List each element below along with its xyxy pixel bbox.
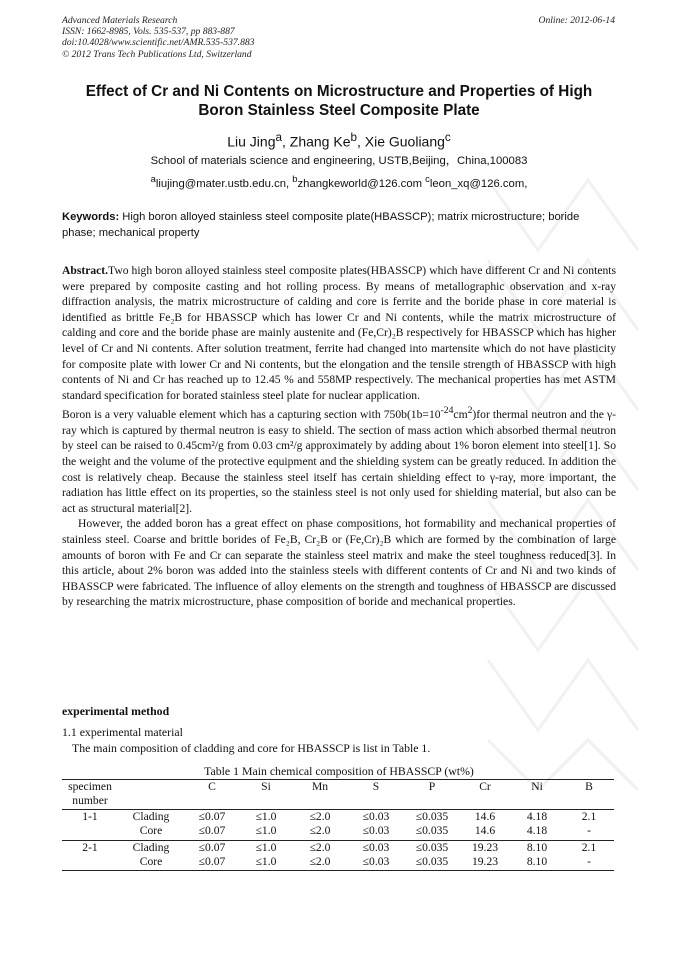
email-sup: b [292, 173, 298, 184]
table-cell: ≤1.0 [255, 855, 277, 869]
table-header-row [62, 780, 614, 810]
table-cell: ≤1.0 [255, 809, 277, 823]
affiliation: School of materials science and engineering, USTB,Beijing，China,100083 [150, 155, 528, 167]
author-sup: a [275, 131, 282, 144]
table-cell: Core [139, 855, 163, 869]
author-sup: c [444, 131, 451, 144]
subsection-heading: 1.1 experimental material [62, 725, 183, 739]
table-row [62, 840, 614, 855]
table-cell: 8.10 [526, 855, 548, 869]
table-cell: ≤1.0 [255, 824, 277, 838]
table-cell: Clading [132, 840, 170, 854]
email-address: zhangkeworld@126.com [297, 177, 426, 190]
intro-exponent-2: 2 [467, 405, 473, 417]
journal-copyright: © 2012 Trans Tech Publications Ltd, Switzerland [62, 48, 252, 60]
table-cell: - [587, 824, 591, 838]
table-cell: ≤2.0 [309, 840, 331, 854]
table-cell: 14.6 [474, 809, 496, 823]
table-cell: ≤0.07 [198, 809, 226, 823]
table-cell: ≤0.03 [362, 809, 390, 823]
table-cell: 4.18 [526, 824, 548, 838]
journal-doi: doi:10.4028/www.scientific.net/AMR.535-537.883 [62, 37, 255, 49]
table-row [62, 855, 614, 871]
table-cell: 4.18 [526, 809, 548, 823]
table-cell: ≤0.07 [198, 824, 226, 838]
table-cell: 1-1 [82, 809, 98, 823]
main-text [62, 263, 616, 610]
intro-unit: cm [453, 408, 468, 422]
table-cell: ≤0.03 [362, 855, 390, 869]
intro-paragraph-1 [62, 403, 616, 516]
table-cell: ≤2.0 [309, 824, 331, 838]
table-header-cell: P [428, 780, 436, 793]
table-cell: 2-1 [82, 840, 98, 854]
table-cell: ≤0.03 [362, 824, 390, 838]
author-list: Liu Jing$^a$, Zhang Ke$^b$, Xie Guoliang$^c$ [227, 131, 451, 150]
table-header-cell: Ni [531, 780, 543, 793]
abstract-text: Two high boron alloyed stainless steel composite plates(HBASSCP) which have different Cr and Ni contents were prepared by composite casting and hot rolling process. By means of metallographic observation and x-ray diffraction analysis, the matrix microstructure of calding and core is ferrite and the boride phase in core material is identified as brittle Fe₂B for HBASSCP which has lower Cr and Ni contents, while the matrix microstructure of calding and core and the boride phase are mainly austenite and (Fe,Cr)₂B respectively for HBASSCP which has higher level of Cr and Ni contents. After solution treatment, ferrite had changed into martensite which do not have plasticity for composite plate with lower Cr and Ni contents, but the elongation and the tensile strength of HBASSCP with high contents of Ni and Cr has reached up to 12.45 % and 558MP respectively. The mechanical properties has met ASTM standard specification for borated stainless steel plate for nuclear application. [62, 264, 616, 402]
table-header-cell [118, 780, 184, 810]
keywords [62, 210, 616, 241]
intro-text-a: Boron is a very valuable element which has a capturing section with 750b(1b=10 [62, 408, 441, 422]
keywords-label: Keywords: [62, 211, 120, 223]
paper-title-line2: Boron Stainless Steel Composite Plate [198, 102, 480, 119]
table-cell: ≤0.03 [362, 840, 390, 854]
composition-table [62, 779, 614, 871]
table-cell: Core [139, 824, 163, 838]
abstract-paragraph [62, 263, 616, 403]
paper-title [62, 82, 616, 120]
abstract-label: Abstract. [62, 264, 109, 277]
table-cell: 19.23 [471, 840, 499, 854]
intro-text-b: )for thermal neutron and the γ-ray which is captured by thermal neutron is easy to shield. The section of mass action which absorbed thermal neutron by steel can be raised to 0.45cm²/g from 0.03 cm²/g approximately by adding about 1% boron element into steel[1]. So the weight and the volume of the protective equipment and the shielding system can be greatly reduced. In addition the cost is relatively cheap. Because the stainless steel itself has certain shielding effect to γ-ray, more important, the radiation has little effect on its properties, so the stainless steel is not only used for shielding material, but also can be act as structural material[2]. [62, 408, 616, 515]
table-row [62, 809, 614, 824]
email-address: liujing@mater.ustb.edu.cn, [155, 177, 293, 190]
table-header-cell: Mn [311, 780, 329, 793]
table-cell: Clading [132, 809, 170, 823]
table-cell: ≤0.035 [415, 840, 449, 854]
table-row [62, 824, 614, 840]
table-cell: - [587, 855, 591, 869]
table-header-cell: specimen number [68, 780, 112, 808]
email-sup: c [425, 173, 430, 184]
author-name: Zhang Ke [289, 133, 351, 150]
table-cell: ≤0.07 [198, 855, 226, 869]
table-cell [62, 855, 118, 871]
table-cell: 19.23 [471, 855, 499, 869]
email-address: leon_xq@126.com, [429, 177, 528, 190]
table-header-cell: Si [261, 780, 271, 793]
table-cell: ≤0.07 [198, 840, 226, 854]
table-cell: 8.10 [526, 840, 548, 854]
intro-paragraph-2: However, the added boron has a great effect on phase compositions, hot formability and mechanical properties of stainless steel. Coarse and brittle borides of Fe₂B, Cr₂B or (Fe,Cr)₂B which are formed by the combination of large amounts of boron with Fe and Cr can separate the stainless steel matrix and make the steel toughness reduced[3]. In this article, about 2% boron was added into the stainless steels with different contents of Cr and Ni and two kinds of HBASSCP were fabricated. The influence of alloy elements on the strength and toughness of HBASSCP are discussed by researching the matrix microstructure, phase composition of boride and mechanical properties. [62, 517, 616, 609]
table-cell: ≤1.0 [255, 840, 277, 854]
table-cell: ≤0.035 [415, 824, 449, 838]
journal-issn: ISSN: 1662-8985, Vols. 535-537, pp 883-887 [62, 26, 235, 38]
author-sup: b [350, 131, 357, 144]
online-date: Online: 2012-06-14 [538, 15, 615, 26]
keywords-text: High boron alloyed stainless steel composite plate(HBASSCP); matrix microstructure; boride phase; mechanical property [62, 211, 580, 239]
intro-exponent: -24 [440, 405, 454, 417]
table-cell: ≤0.035 [415, 809, 449, 823]
table-cell: 2.1 [581, 809, 597, 823]
table-header-cell: B [585, 780, 593, 793]
author-emails [62, 173, 616, 190]
author-name: Liu Jing [227, 133, 276, 150]
author-name: Xie Guoliang [364, 133, 445, 150]
table-header-cell: C [208, 780, 216, 793]
table-cell: ≤2.0 [309, 809, 331, 823]
subsection-text: The main composition of cladding and core for HBASSCP is list in Table 1. [72, 741, 431, 755]
journal-meta [62, 15, 254, 60]
journal-name: Advanced Materials Research [62, 15, 178, 26]
section-heading: experimental method [62, 704, 170, 718]
table-cell [62, 824, 118, 840]
email-sup: a [150, 173, 156, 184]
table-cell: ≤0.035 [415, 855, 449, 869]
table-cell: 14.6 [474, 824, 496, 838]
table-header-cell: S [372, 780, 380, 793]
table-cell: 2.1 [581, 840, 597, 854]
paper-title-line1: Effect of Cr and Ni Contents on Microstructure and Properties of High [85, 83, 593, 100]
table-cell: ≤2.0 [309, 855, 331, 869]
table-header-cell: Cr [479, 780, 491, 793]
table-caption: Table 1 Main chemical composition of HBASSCP (wt%) [204, 764, 474, 778]
